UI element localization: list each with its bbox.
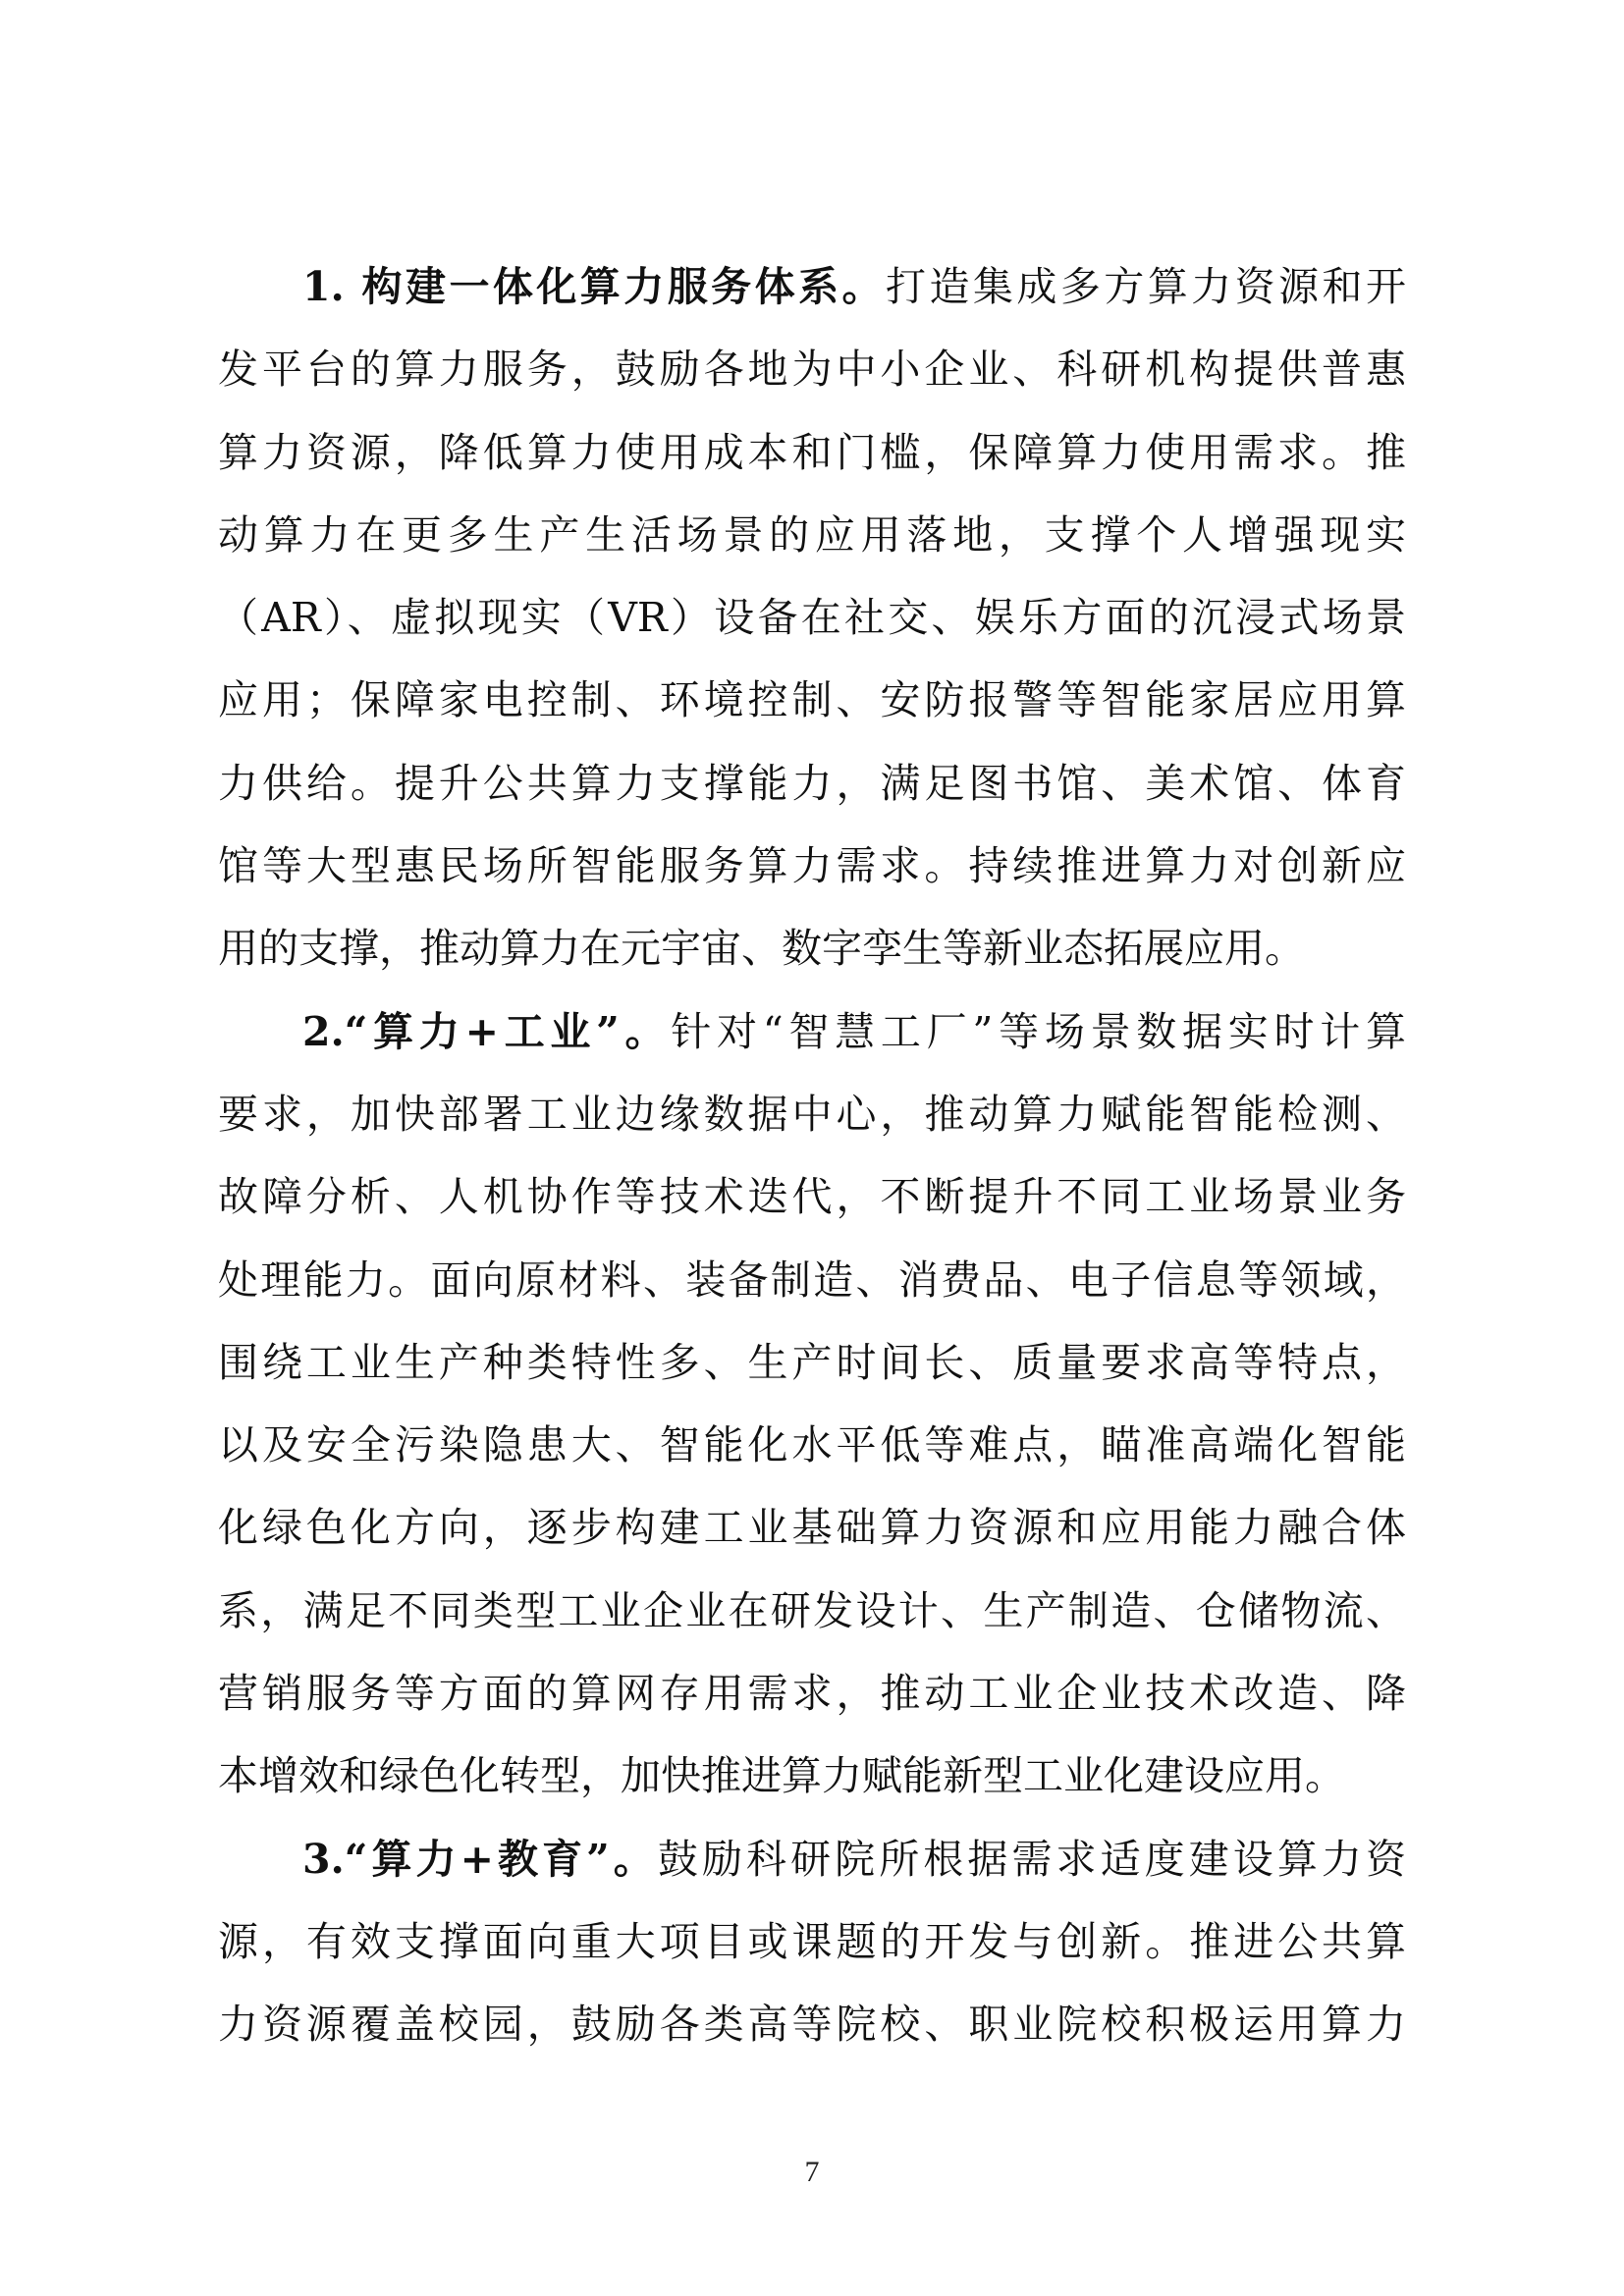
- paragraph-2-line-7: 化绿色化方向，逐步构建工业基础算力资源和应用能力融合体: [218, 1504, 1406, 1552]
- paragraph-2-heading: 2.“算力+工业”。: [302, 1007, 672, 1055]
- paragraph-2-line-10: 本增效和绿色化转型，加快推进算力赋能新型工业化建设应用。: [218, 1752, 1345, 1800]
- paragraph-2-line-8: 系，满足不同类型工业企业在研发设计、生产制造、仓储物流、: [218, 1586, 1406, 1634]
- paragraph-1-line-9: 用的支撑，推动算力在元宇宙、数字孪生等新业态拓展应用。: [218, 925, 1305, 973]
- paragraph-2-line-1: [218, 990, 1406, 1073]
- paragraph-3-text: 鼓励科研院所根据需求适度建设算力资: [657, 1835, 1407, 1883]
- paragraph-1-line-2: 发平台的算力服务，鼓励各地为中小企业、科研机构提供普惠: [218, 346, 1406, 394]
- paragraph-1-line-4: 动算力在更多生产生活场景的应用落地，支撑个人增强现实: [218, 510, 1406, 559]
- paragraph-3-line-1: [218, 1818, 1406, 1900]
- paragraph-2-line-2: 要求，加快部署工业边缘数据中心，推动算力赋能智能检测、: [218, 1090, 1406, 1138]
- paragraph-3-line-3: 力资源覆盖校园，鼓励各类高等院校、职业院校积极运用算力: [218, 2001, 1406, 2049]
- paragraph-1-line-3: 算力资源，降低算力使用成本和门槛，保障算力使用需求。推: [218, 428, 1406, 476]
- page-number: 7: [804, 2156, 820, 2188]
- paragraph-3-heading: 3.“算力+教育”。: [302, 1835, 658, 1883]
- paragraph-1-line-8: 馆等大型惠民场所智能服务算力需求。持续推进算力对创新应: [218, 842, 1406, 890]
- paragraph-1-line-5: （AR）、虚拟现实（VR）设备在社交、娱乐方面的沉浸式场景: [218, 594, 1406, 642]
- paragraph-2-text: 针对“智慧工厂”等场景数据实时计算: [671, 1007, 1407, 1055]
- paragraph-1-line-1: [218, 245, 1406, 328]
- paragraph-2-line-4: 处理能力。面向原材料、装备制造、消费品、电子信息等领域，: [218, 1255, 1406, 1304]
- paragraph-1-line-7: 力供给。提升公共算力支撑能力，满足图书馆、美术馆、体育: [218, 759, 1406, 807]
- paragraph-2-line-5: 围绕工业生产种类特性多、生产时间长、质量要求高等特点，: [218, 1338, 1406, 1386]
- paragraph-2-line-3: 故障分析、人机协作等技术迭代，不断提升不同工业场景业务: [218, 1173, 1406, 1221]
- paragraph-1-line-6: 应用；保障家电控制、环境控制、安防报警等智能家居应用算: [218, 676, 1406, 724]
- paragraph-1-text: 打造集成多方算力资源和开: [886, 263, 1407, 310]
- paragraph-1-heading: 1. 构建一体化算力服务体系。: [302, 263, 886, 310]
- paragraph-2-line-6: 以及安全污染隐患大、智能化水平低等难点，瞄准高端化智能: [218, 1421, 1406, 1469]
- paragraph-2-line-9: 营销服务等方面的算网存用需求，推动工业企业技术改造、降: [218, 1670, 1406, 1718]
- document-body: [218, 245, 1406, 2066]
- paragraph-3-line-2: 源，有效支撑面向重大项目或课题的开发与创新。推进公共算: [218, 1917, 1406, 1965]
